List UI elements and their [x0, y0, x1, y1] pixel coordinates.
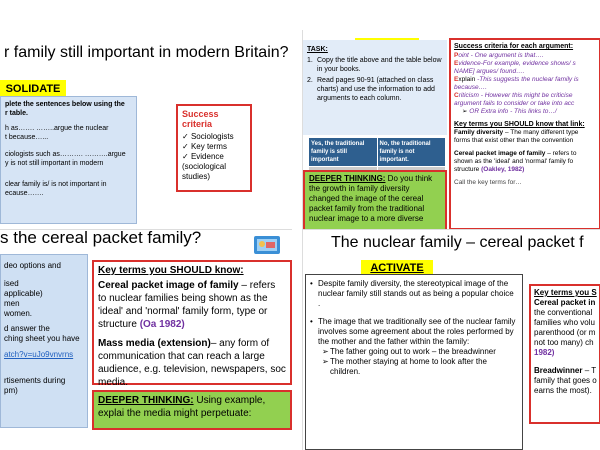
- instruction-line: ised: [4, 279, 19, 288]
- table-header-yes: Yes, the traditional family is still important: [309, 138, 377, 166]
- sentence-line: clear family is/ is not important in: [5, 181, 107, 188]
- sub-bullet-item: ➢ The father going out to work – the breadwinner: [322, 347, 496, 356]
- instruction-line: men: [4, 299, 20, 308]
- activate-label: ACTIVATE: [361, 260, 433, 276]
- slide-4-title: The nuclear family – cereal packet f: [331, 234, 584, 251]
- arrow-icon: ➢: [462, 108, 470, 115]
- slide-1[interactable]: [0, 0, 292, 228]
- deeper-thinking-box: [92, 390, 292, 430]
- arrow-icon: ➢: [322, 347, 329, 356]
- key-terms-box: [92, 260, 292, 388]
- success-heading: Success criteria for each argument:: [454, 43, 574, 50]
- key-term-cereal-packet: Cereal packet image of family – refers to shown as the 'ideal' and 'normal' family fo structure (Oakley, 1982): [454, 150, 577, 173]
- key-terms-heading: Key terms you S: [534, 288, 597, 297]
- sentence-line: r table.: [5, 110, 28, 117]
- success-criteria-box: [176, 104, 252, 192]
- check-icon: ✓: [182, 152, 191, 161]
- key-term-cereal-packet: Cereal packet image of family – refers to nuclear families being shown as the 'ideal' and 'normal' family form, type or structure (Oa 1982): [98, 280, 276, 330]
- consolidate-label: SOLIDATE: [0, 80, 66, 98]
- key-term-family-diversity: Family diversity – The many different type forms that exist other than the convention: [454, 129, 579, 144]
- media-icon: [252, 232, 282, 258]
- deeper-thinking-text: DEEPER THINKING: Do you think the growth in family diversity changed the image of the cereal packet family from the traditional nuclear image to a more diverse: [309, 174, 433, 223]
- key-term-line: families who volu: [534, 318, 595, 327]
- check-icon: ✓: [182, 142, 191, 151]
- arrow-icon: ➢: [322, 357, 329, 366]
- task-item: 2. Read pages 90-91 (attached on class charts) and use the information to add arguments to each column.: [307, 77, 435, 102]
- pee-evidence: Evidence-For example, evidence shows/ s NAME] argues/ found….: [454, 60, 576, 75]
- cutoff-line: Call the key terms for…: [454, 179, 522, 186]
- deeper-thinking-box: [303, 170, 447, 230]
- table-header-no: No, the traditional family is not important.: [378, 138, 446, 166]
- bullet-item: • Despite family diversity, the stereotypical image of the nuclear family still stands out as being a popular choice .: [310, 279, 514, 308]
- sentence-line: plete the sentences below using the: [5, 101, 125, 108]
- bullet-item: • The image that we traditionally see of the nuclear family involves some agreement about the roles performed by the mother and the father within the family:: [310, 317, 516, 346]
- task-item: 1. Copy the title above and the table below in your books.: [307, 57, 442, 73]
- pee-explain: Explain -This suggests the nuclear family is because….: [454, 76, 579, 91]
- instruction-line: women.: [4, 309, 33, 318]
- sentence-box: [0, 96, 137, 224]
- instruction-line: deo options and: [4, 261, 61, 270]
- slide-3[interactable]: [0, 229, 292, 450]
- sentence-line: ciologists such as………. ……….argue: [5, 151, 126, 158]
- pee-extra: ➢ OR Extra info - This links to…/: [462, 108, 557, 115]
- key-terms-box: [529, 284, 600, 424]
- criteria-item: ✓ Evidence (sociological studies): [182, 152, 227, 181]
- check-icon: ✓: [182, 132, 191, 141]
- task-box: [303, 40, 447, 135]
- instruction-line: applicable): [4, 289, 43, 298]
- pee-point: Point - One argument is that….: [454, 52, 544, 59]
- sentence-line: y is not still important in modern: [5, 160, 104, 167]
- key-term-line: earns the most).: [534, 386, 592, 395]
- key-term-line: not too many) ch: [534, 338, 594, 347]
- key-terms-heading: Key terms you SHOULD know:: [98, 265, 244, 276]
- sentence-line: t because…...: [5, 134, 49, 141]
- success-criteria-heading: Success criteria: [182, 109, 219, 129]
- video-link[interactable]: atch?v=uJo9vnvrns: [4, 350, 74, 359]
- slide-4[interactable]: [302, 229, 600, 450]
- sentence-line: ecause…….: [5, 190, 44, 197]
- deeper-thinking-text: DEEPER THINKING: Using example, explai the media might perpetuate:: [98, 395, 266, 419]
- success-criteria-panel: [449, 38, 600, 230]
- key-term-mass-media: Mass media (extension)– any form of communication that can reach a large audience, e.g. television, newspapers, soc media.: [98, 338, 286, 388]
- key-terms-heading: Key terms you SHOULD know that link:: [454, 121, 585, 128]
- criteria-item: ✓ Sociologists: [182, 132, 234, 141]
- instruction-line: rtisements during: [4, 376, 66, 385]
- key-term-line: parenthood (or m: [534, 328, 596, 337]
- criteria-item: ✓ Key terms: [182, 142, 227, 151]
- key-term-line: family that goes o: [534, 376, 597, 385]
- video-instructions-box: [0, 254, 88, 428]
- sentence-line: h as……. ……..argue the nuclear: [5, 125, 109, 132]
- instruction-line: d answer the: [4, 324, 50, 333]
- key-term-cereal-packet: Cereal packet in: [534, 298, 596, 307]
- slide-2[interactable]: [302, 30, 600, 230]
- key-term-line: the conventional: [534, 308, 593, 317]
- key-term-breadwinner: Breadwinner – T: [534, 366, 597, 375]
- instruction-line: pm): [4, 386, 18, 395]
- activate-content-box: [305, 274, 523, 450]
- slide-3-title: s the cereal packet family?: [0, 229, 202, 247]
- slide-1-title: r family still important in modern Britain?: [4, 44, 289, 61]
- pee-criticism: Criticism - However this might be criticise argument fails to consider or take into acc: [454, 92, 575, 107]
- task-heading: TASK:: [307, 46, 328, 53]
- sub-bullet-item: ➢ The mother staying at home to look after the children.: [322, 357, 487, 376]
- instruction-line: ching sheet you have: [4, 334, 80, 343]
- key-term-ref: 1982): [534, 348, 555, 357]
